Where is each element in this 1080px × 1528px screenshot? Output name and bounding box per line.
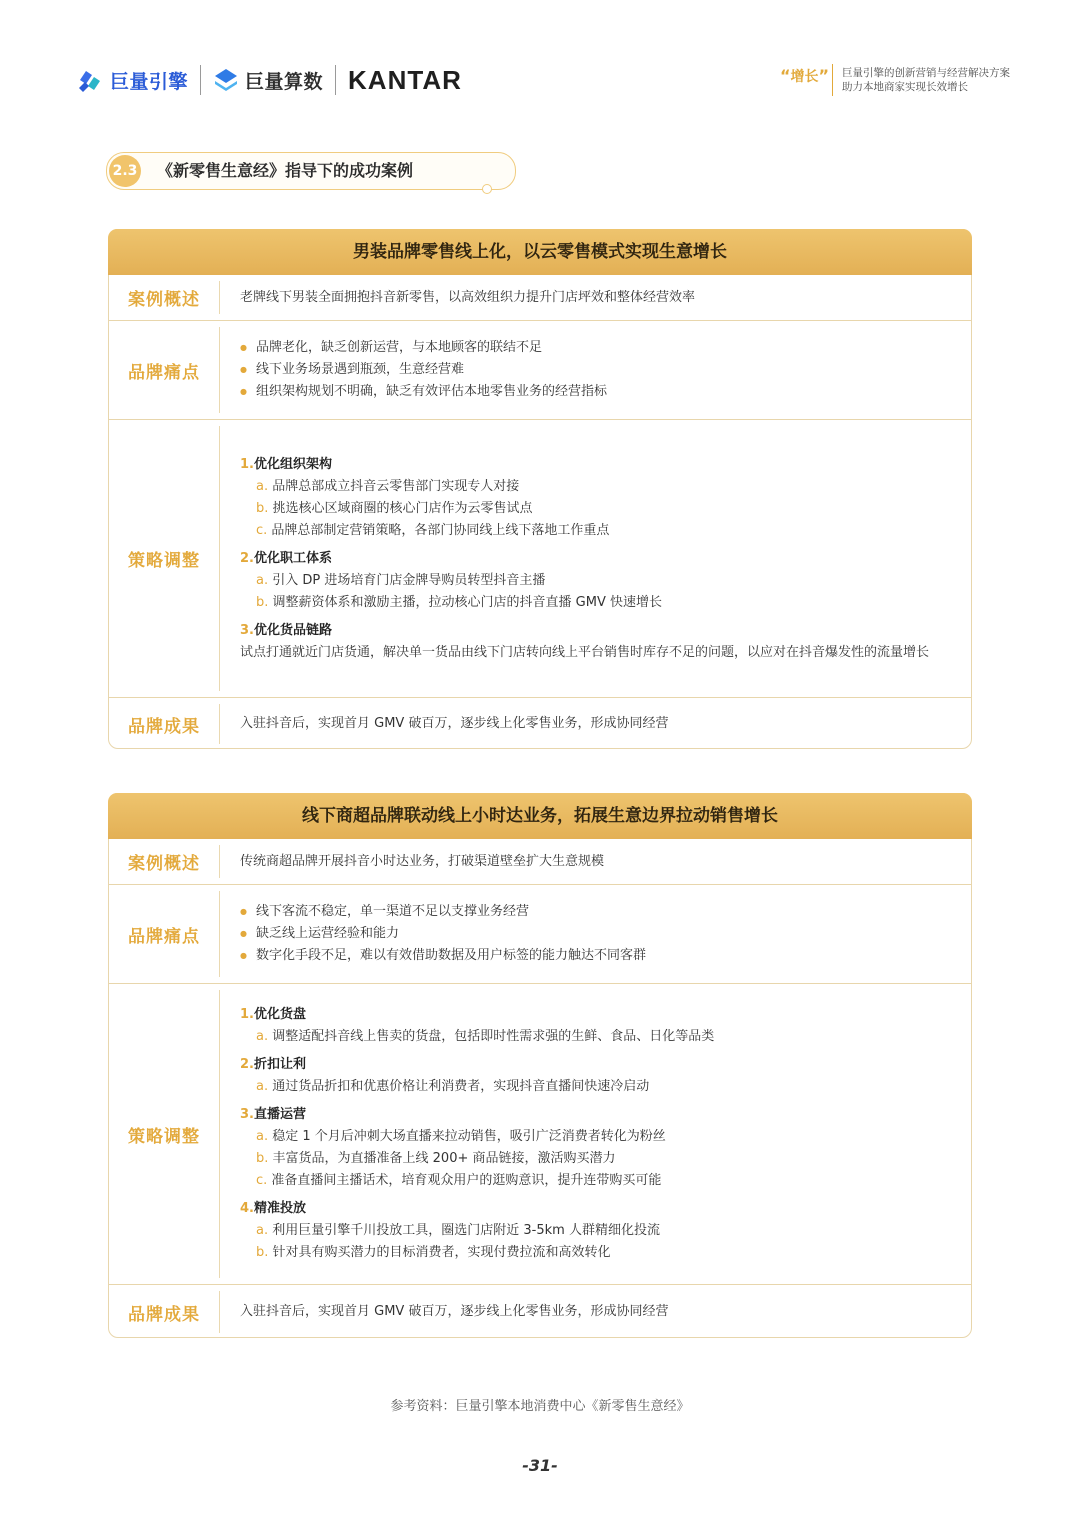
sub-item-letter: a. [256, 1129, 269, 1144]
result-row [109, 1284, 971, 1339]
case-card-1 [108, 229, 972, 749]
strategy-sub-item [240, 1148, 971, 1170]
strategy-number: 1. [240, 1007, 254, 1022]
pain-points-content [220, 321, 971, 419]
pain-point-item: ● 数字化手段不足，难以有效借助数据及用户标签的能力触达不同客群 [240, 945, 971, 967]
sub-item-text: 引入 DP 进场培育门店金牌导购员转型抖音主播 [272, 572, 546, 588]
pain-points-row [109, 884, 971, 983]
sub-item-letter: b. [256, 1245, 269, 1260]
sub-item-letter: a. [256, 1223, 269, 1238]
sub-item-letter: a. [256, 1079, 269, 1094]
strategy-heading [240, 1004, 971, 1026]
report-tagline [842, 66, 1010, 94]
page-header [0, 0, 1080, 120]
partner-logos [76, 62, 462, 98]
case-card-2 [108, 793, 972, 1338]
case-overview-row [109, 839, 971, 884]
strategy-sub-item [240, 1126, 971, 1148]
strategy-content [220, 420, 971, 697]
tagline-line-1: 巨量引擎的创新营销与经营解决方案 [842, 67, 1010, 79]
pain-points-list [240, 337, 971, 403]
logo-divider [200, 65, 201, 95]
kantar-logo [348, 65, 462, 96]
strategy-heading [240, 1198, 971, 1220]
case-overview-row [109, 275, 971, 320]
strategy-number: 3. [240, 1107, 254, 1122]
tagline-line-2: 助力本地商家实现长效增长 [842, 81, 968, 93]
pain-points-content [220, 885, 971, 983]
strategy-label: 策略调整 [109, 426, 220, 691]
suanshu-logo-text: 巨量算数 [245, 70, 324, 93]
section-pill-tail [482, 184, 492, 194]
pain-point-item: ● 缺乏线上运营经验和能力 [240, 923, 971, 945]
case-title: 男装品牌零售线上化，以云零售模式实现生意增长 [108, 229, 972, 275]
pain-points-list [240, 901, 971, 967]
strategy-sub-item [240, 1076, 971, 1098]
strategy-title: 精准投放 [253, 1201, 306, 1216]
growth-badge [780, 66, 829, 86]
strategy-title: 优化货盘 [253, 1007, 306, 1022]
strategy-heading [240, 1054, 971, 1076]
strategy-number: 3. [240, 622, 254, 638]
ocean-engine-logo-text: 巨量引擎 [110, 70, 189, 93]
badge-close-quote: ” [818, 66, 830, 85]
pain-points-label: 品牌痛点 [109, 327, 220, 413]
sub-item-letter: b. [256, 500, 269, 516]
strategy-sub-item [240, 1170, 971, 1192]
sub-item-text: 挑选核心区域商圈的核心门店作为云零售试点 [272, 500, 533, 516]
pain-point-item: ● 线下业务场景遇到瓶颈，生意经营难 [240, 359, 971, 381]
kantar-logo-text: KANTAR [348, 64, 462, 95]
overview-text: 传统商超品牌开展抖音小时达业务，打破渠道壁垒扩大生意规模 [240, 853, 605, 869]
pain-point-item: ● 线下客流不稳定，单一渠道不足以支撑业务经营 [240, 901, 971, 923]
sub-item-text: 利用巨量引擎千川投放工具，圈选门店附近 3-5km 人群精细化投流 [272, 1223, 660, 1238]
suanshu-logo [213, 67, 323, 94]
section-number: 2.3 [109, 155, 141, 187]
strategy-number: 1. [240, 456, 254, 472]
strategy-content [220, 984, 971, 1284]
strategy-title: 优化货品链路 [253, 622, 332, 638]
strategy-title: 折扣让利 [253, 1057, 306, 1072]
growth-badge-text: 增长 [790, 69, 819, 85]
sub-item-letter: c. [256, 522, 268, 538]
strategy-description: 试点打通就近门店货通，解决单一货品由线下门店转向线上平台销售时库存不足的问题，以应对在抖音爆发性的流量增长 [240, 644, 930, 660]
sub-item-letter: a. [256, 572, 269, 588]
ocean-engine-icon [76, 66, 104, 94]
sub-item-text: 品牌总部成立抖音云零售部门实现专人对接 [272, 478, 520, 494]
strategy-row [109, 419, 971, 697]
pain-point-item: ● 品牌老化，缺乏创新运营，与本地顾客的联结不足 [240, 337, 971, 359]
case-title: 线下商超品牌联动线上小时达业务，拓展生意边界拉动销售增长 [108, 793, 972, 839]
badge-open-quote: “ [780, 66, 791, 85]
overview-text: 老牌线下男装全面拥抱抖音新零售，以高效组织力提升门店坪效和整体经营效率 [240, 289, 696, 305]
strategy-heading [240, 620, 971, 642]
strategy-row [109, 983, 971, 1284]
section-heading [106, 152, 516, 190]
sub-item-text: 准备直播间主播话术，培育观众用户的逛购意识，提升连带购买可能 [271, 1173, 662, 1188]
strategy-sub-item [240, 570, 971, 592]
strategy-title: 优化职工体系 [253, 550, 332, 566]
sub-item-text: 调整适配抖音线上售卖的货盘，包括即时性需求强的生鲜、食品、日化等品类 [272, 1029, 715, 1044]
sub-item-text: 针对具有购买潜力的目标消费者，实现付费拉流和高效转化 [272, 1245, 611, 1260]
result-text: 入驻抖音后，实现首月 GMV 破百万，逐步线上化零售业务，形成协同经营 [240, 1304, 669, 1319]
sub-item-text: 通过货品折扣和优惠价格让利消费者，实现抖音直播间快速冷启动 [272, 1079, 650, 1094]
strategy-number: 4. [240, 1201, 254, 1216]
reference-note: 参考资料：巨量引擎本地消费中心《新零售生意经》 [390, 1399, 690, 1414]
strategy-sub-item [240, 498, 971, 520]
suanshu-icon [213, 67, 239, 93]
strategy-sub-item [240, 1220, 971, 1242]
strategy-number: 2. [240, 1057, 254, 1072]
result-label: 品牌成果 [109, 704, 220, 744]
strategy-title: 优化组织架构 [253, 456, 332, 472]
strategy-heading [240, 548, 971, 570]
logo-divider [335, 65, 336, 95]
strategy-label: 策略调整 [109, 990, 220, 1278]
strategy-sub-item [240, 1026, 971, 1048]
strategy-heading [240, 454, 971, 476]
pain-point-item: ● 组织架构规划不明确，缺乏有效评估本地零售业务的经营指标 [240, 381, 971, 403]
sub-item-text: 稳定 1 个月后冲刺大场直播来拉动销售，吸引广泛消费者转化为粉丝 [272, 1129, 666, 1144]
ocean-engine-logo [76, 66, 188, 94]
sub-item-letter: b. [256, 594, 269, 610]
strategy-sub-item [240, 1242, 971, 1264]
overview-label: 案例概述 [109, 845, 220, 878]
sub-item-text: 品牌总部制定营销策略，各部门协同线上线下落地工作重点 [271, 522, 610, 538]
page-number: -31- [522, 1456, 558, 1475]
sub-item-letter: c. [256, 1173, 268, 1188]
strategy-title: 直播运营 [253, 1107, 306, 1122]
strategy-number: 2. [240, 550, 254, 566]
strategy-heading [240, 1104, 971, 1126]
pain-points-label: 品牌痛点 [109, 891, 220, 977]
result-row [109, 697, 971, 750]
sub-item-text: 丰富货品，为直播准备上线 200+ 商品链接，激活购买潜力 [272, 1151, 616, 1166]
sub-item-letter: b. [256, 1151, 269, 1166]
tagline-divider [832, 64, 833, 96]
section-title: 《新零售生意经》指导下的成功案例 [157, 161, 414, 180]
strategy-sub-item [240, 592, 971, 614]
result-text: 入驻抖音后，实现首月 GMV 破百万，逐步线上化零售业务，形成协同经营 [240, 716, 669, 731]
overview-label: 案例概述 [109, 281, 220, 314]
sub-item-letter: a. [256, 1029, 269, 1044]
result-label: 品牌成果 [109, 1291, 220, 1333]
pain-points-row [109, 320, 971, 419]
strategy-sub-item [240, 520, 971, 542]
strategy-sub-item [240, 476, 971, 498]
sub-item-text: 调整薪资体系和激励主播，拉动核心门店的抖音直播 GMV 快速增长 [272, 594, 662, 610]
sub-item-letter: a. [256, 478, 269, 494]
